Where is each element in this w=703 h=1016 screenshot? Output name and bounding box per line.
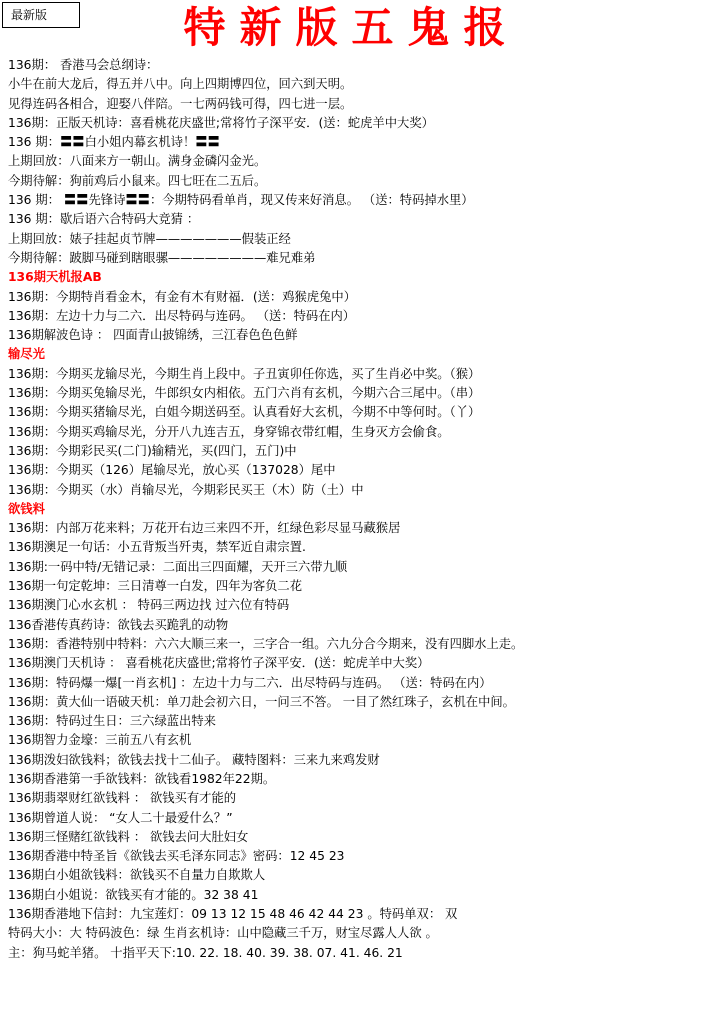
section-heading: 欲钱料 — [8, 501, 45, 516]
text-line: 136期澳门天机诗 ： 喜看桃花庆盛世;常将竹子深平安．(送：蛇虎羊中大奖） — [8, 656, 430, 671]
text-line: 136期：今期买鸡输尽光，分开八九连吉五，身穿锦衣带红帽，生身灭方会偷食。 — [8, 424, 450, 439]
text-line: 136期香港中特圣旨《欲钱去买毛泽东同志》密码：12 45 23 — [8, 849, 345, 864]
text-line: 特码大小：大 特码波色：绿 生肖玄机诗：山中隐藏三千万，财宝尽露人人欲 。 — [8, 926, 438, 941]
text-line: 136 期： 〓〓先锋诗〓〓：今期特码看单肖，现又传来好消息。 （送：特码掉水里） — [8, 193, 474, 208]
text-line: 136期白小姐说：欲钱买有才能的。32 38 41 — [8, 887, 259, 902]
text-line: 136期：香港特别中特料：六六大顺三来一，三字合一组。六九分合今期来，没有四脚水上走。 — [8, 636, 524, 651]
text-line: 136期：特码过生日：三六绿蓝出特来 — [8, 714, 216, 729]
text-line: 136期翡翠财红欲钱料 ： 欲钱买有才能的 — [8, 791, 237, 806]
text-line: 136 期：〓〓白小姐内幕玄机诗！〓〓 — [8, 135, 220, 150]
text-line: 136 期：歇后语六合特码大竞猜 ： — [8, 212, 200, 227]
text-line: 136期：黄大仙一语破天机：单刀赴会初六日，一问三不答。 一目了然红珠子，玄机在中间。 — [8, 694, 515, 709]
content-lines — [8, 56, 700, 963]
page-title: 特新版五鬼报 — [183, 3, 520, 52]
text-line: 136期：特码爆一爆[一肖玄机] ：左边十力与二六．出尽特码与连码。 （送：特码在内） — [8, 675, 492, 690]
text-line: 136期：正版天机诗：喜看桃花庆盛世;常将竹子深平安．(送：蛇虎羊中大奖） — [8, 115, 434, 130]
text-line: 136期泼妇欲钱料；欲钱去找十二仙子。 藏特图料：三来九来鸡发财 — [8, 752, 380, 767]
text-line: 136期曾道人说： “女人二十最爱什么？” — [8, 810, 233, 825]
section-heading: 136期天机报AB — [8, 270, 102, 285]
text-line: 136期一句定乾坤：三日清尊一白发，四年为客负二花 — [8, 579, 303, 594]
text-line: 今期待解：跛脚马碰到瞎眼骡————————难兄难弟 — [8, 250, 316, 265]
text-line: 136期澳足一句话：小五背叛当歼夷，禁军近自肃宗置. — [8, 540, 306, 555]
text-line: 136期：今期买猪输尽光，白姐今期送码至。认真看好大玄机，今期不中等何时。（丫） — [8, 405, 481, 420]
text-line: 小牛在前大龙后，得五并八中。向上四期博四位，回六到天明。 — [8, 77, 353, 92]
text-line: 上期回放：婊子挂起贞节牌———————假装正经 — [8, 231, 291, 246]
text-line: 136期：今期彩民买(二门)输精光，买(四门，五门)中 — [8, 443, 297, 458]
text-line: 136期：今期买（126）尾输尽光，放心买（137028）尾中 — [8, 463, 336, 478]
text-line: 136期：左边十力与二六．出尽特码与连码。 （送：特码在内） — [8, 308, 356, 323]
text-line: 主：狗马蛇羊猪。 十指平天下:10. 22. 18. 40. 39. 38. 07. 41. 46. 21 — [8, 945, 403, 960]
text-line: 136期香港地下信封：九宝莲灯：09 13 12 15 48 46 42 44 23 。特码单双： 双 — [8, 907, 458, 922]
text-line: 136期： 香港马会总纲诗： — [8, 58, 159, 72]
text-line: 136期：今期买龙输尽光，今期生肖上段中。子丑寅卯任你选，买了生肖必中奖。（猴） — [8, 366, 481, 381]
text-line: 136期：今期买兔输尽光，牛郎织女内相依。五门六肖有玄机，今期六合三尾中。（串） — [8, 386, 481, 401]
text-line: 136期解波色诗 ： 四面青山披锦绣，三江春色色色鲜 — [8, 328, 298, 343]
edition-badge: 最新版 — [2, 2, 80, 28]
text-line: 136期智力金壕：三前五八有玄机 — [8, 733, 192, 748]
text-line: 今期待解：狗前鸡后小鼠来。四七旺在二五后。 — [8, 173, 267, 188]
text-line: 136期香港第一手欲钱料：欲钱看1982年22期。 — [8, 771, 276, 786]
text-line: 136期澳门心水玄机 ： 特码三两边找 过六位有特码 — [8, 598, 290, 613]
section-heading: 输尽光 — [8, 347, 45, 362]
text-line: 136期：今期特肖看金木，有金有木有财福．(送：鸡猴虎兔中） — [8, 289, 356, 304]
text-line: 136期:一码中特/无错记录：二面出三四面耀，天开三六带九顺 — [8, 559, 348, 574]
text-line: 136期：今期买（水）肖输尽光，今期彩民买王（木）防（土）中 — [8, 482, 364, 497]
text-line: 136香港传真药诗：欲钱去买跪乳的动物 — [8, 617, 229, 632]
text-line: 上期回放：八面来方一朝山。满身金磷闪金光。 — [8, 154, 267, 169]
text-line: 136期：内部万花来料；万花开右边三来四不开，红绿色彩尽显马藏猴居 — [8, 521, 401, 536]
text-line: 136期白小姐欲钱料：欲钱买不自量力自欺欺人 — [8, 868, 266, 883]
text-line: 见得连码各相合，迎娶八伴陪。一七两码钱可得，四七进一层。 — [8, 96, 353, 111]
text-line: 136期三怪赌红欲钱料 ： 欲钱去问大肚妇女 — [8, 829, 249, 844]
